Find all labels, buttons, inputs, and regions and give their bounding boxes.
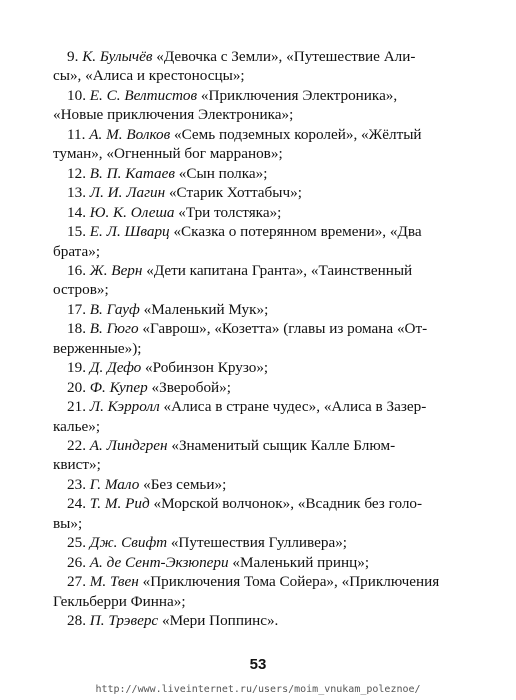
item-number: 10. (67, 86, 86, 104)
list-item-continuation: сы», «Алиса и крестоносцы»; (53, 67, 245, 85)
item-number: 9. (67, 48, 79, 65)
item-number: 18. (67, 320, 86, 338)
item-number: 25. (67, 534, 86, 552)
book-titles: «Сын полка»; (174, 164, 268, 182)
item-number: 22. (67, 437, 86, 454)
list-item (67, 87, 487, 105)
page-number: 53 (249, 656, 267, 673)
list-item-continuation: калье»; (53, 417, 101, 435)
list-item (67, 554, 487, 572)
book-titles: «Робинзон Крузо»; (141, 359, 269, 377)
book-titles: «Маленький принц»; (228, 553, 370, 571)
author-name: Г. Мало (89, 475, 140, 493)
author-name: Ж. Верн (89, 261, 143, 279)
author-name: Ю. К. Олеша (89, 203, 175, 221)
item-number: 16. (67, 261, 86, 279)
book-titles: «Маленький Мук»; (139, 300, 269, 318)
list-item-continuation: квист»; (53, 456, 101, 474)
list-item (67, 573, 487, 591)
list-item (67, 495, 487, 513)
book-titles: «Без семьи»; (139, 475, 227, 493)
book-titles: «Путешествия Гулливера»; (167, 534, 348, 552)
list-item (67, 262, 487, 280)
book-titles: «Алиса в стране чудес», «Алиса в Зазер- (159, 398, 427, 416)
item-number: 19. (67, 359, 86, 377)
book-titles: «Приключения Электроника», (197, 86, 398, 104)
item-number: 12. (67, 164, 86, 182)
author-name: П. Трэверс (89, 612, 159, 630)
list-item-continuation: остров»; (53, 281, 109, 299)
item-number: 14. (67, 203, 86, 221)
author-name: Д. Дефо (89, 359, 142, 377)
book-titles: «Морской волчонок», «Всадник без голо- (149, 495, 423, 513)
item-number: 26. (67, 553, 86, 571)
list-item (67, 204, 487, 222)
list-item (67, 379, 487, 397)
item-number: 13. (67, 184, 86, 202)
list-item-continuation: брата»; (53, 242, 101, 260)
list-item (67, 126, 487, 144)
list-item (67, 301, 487, 319)
list-item (67, 437, 487, 455)
item-number: 24. (67, 495, 86, 513)
author-name: А. Линдгрен (89, 437, 168, 454)
author-name: М. Твен (89, 573, 139, 591)
item-number: 11. (67, 125, 86, 143)
author-name: Л. И. Лагин (89, 184, 166, 202)
list-item (67, 476, 487, 494)
author-name: В. П. Катаев (89, 164, 175, 182)
author-name: Ф. Купер (89, 378, 148, 396)
list-item (67, 320, 487, 338)
list-item (67, 184, 487, 202)
author-name: А. де Сент-Экзюпери (89, 553, 229, 571)
list-item (67, 165, 487, 183)
book-titles: «Знаменитый сыщик Калле Блюм- (167, 437, 396, 454)
author-name: А. М. Волков (89, 125, 171, 143)
item-number: 28. (67, 612, 86, 630)
list-item-continuation: вы»; (53, 514, 83, 532)
book-titles: «Сказка о потерянном времени», «Два (169, 223, 422, 241)
book-titles: «Семь подземных королей», «Жёлтый (170, 125, 422, 143)
list-item (67, 612, 487, 630)
item-number: 27. (67, 573, 86, 591)
item-number: 23. (67, 475, 86, 493)
list-item-continuation: Гекльберри Финна»; (53, 592, 186, 610)
author-name: Л. Кэрролл (89, 398, 160, 416)
list-item (67, 398, 487, 416)
author-name: Дж. Свифт (89, 534, 168, 552)
book-titles: «Дети капитана Гранта», «Таинственный (142, 261, 413, 279)
item-number: 17. (67, 300, 86, 318)
book-titles: «Гаврош», «Козетта» (главы из романа «От- (138, 320, 428, 338)
list-item (67, 48, 487, 66)
book-titles: «Девочка с Земли», «Путешествие Али- (152, 48, 416, 65)
list-item-continuation: верженные»); (53, 339, 142, 357)
item-number: 21. (67, 398, 86, 416)
list-item-continuation: туман», «Огненный бог марранов»; (53, 145, 283, 163)
author-name: Т. М. Рид (89, 495, 150, 513)
book-titles: «Старик Хоттабыч»; (165, 184, 302, 202)
list-item (67, 223, 487, 241)
author-name: Е. Л. Шварц (89, 223, 170, 241)
author-name: В. Гюго (89, 320, 139, 338)
watermark-url: http://www.liveinternet.ru/users/moim_vnukam_poleznoe/ (95, 684, 421, 695)
list-item (67, 534, 487, 552)
author-name: К. Булычёв (82, 48, 153, 65)
book-titles: «Мери Поппинс». (158, 612, 279, 630)
book-titles: «Три толстяка»; (174, 203, 282, 221)
author-name: Е. С. Велтистов (89, 86, 198, 104)
item-number: 20. (67, 378, 86, 396)
book-titles: «Приключения Тома Сойера», «Приключения (138, 573, 440, 591)
book-titles: «Зверобой»; (147, 378, 231, 396)
author-name: В. Гауф (89, 300, 140, 318)
list-item-continuation: «Новые приключения Электроника»; (53, 106, 294, 124)
item-number: 15. (67, 223, 86, 241)
list-item (67, 359, 487, 377)
